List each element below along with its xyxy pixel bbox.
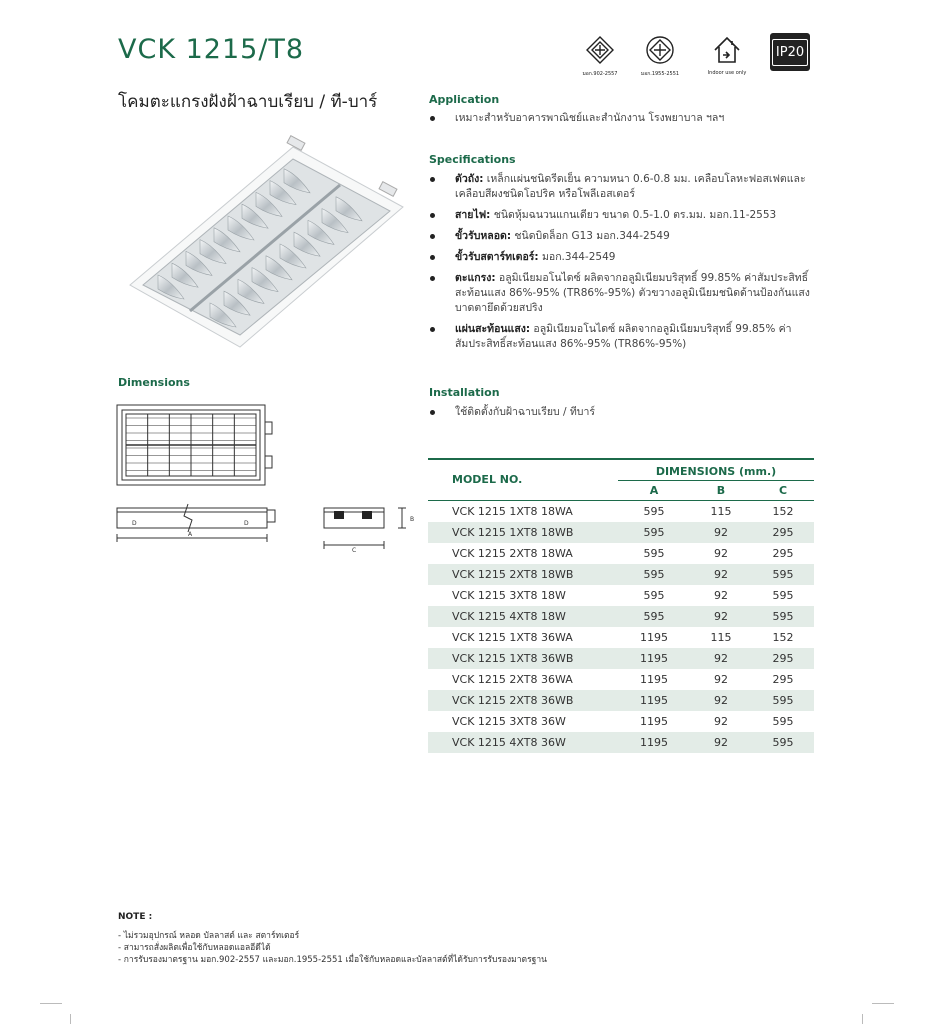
dim-c-cell: 595 (772, 588, 794, 602)
table-row (428, 648, 814, 669)
spec-item (428, 322, 818, 352)
dim-label-c: C (352, 547, 357, 554)
model-cell: VCK 1215 1XT8 18WA (452, 504, 573, 518)
application-heading: Application (429, 93, 500, 106)
spec-text: ชนิดหุ้มฉนวนแกนเดียว ขนาด 0.5-1.0 ตร.มม. มอก.11-2553 (490, 209, 777, 221)
tisi-circle-mark-icon (645, 35, 675, 65)
spec-label: แผ่นสะท้อนแสง: (455, 323, 531, 335)
specifications-heading: Specifications (429, 153, 516, 166)
dim-label-b: B (410, 516, 415, 523)
dim-b-cell: 92 (714, 735, 728, 749)
cert-mark-1955 (638, 35, 682, 78)
dim-a-cell: 595 (643, 546, 665, 560)
col-b-header: B (716, 483, 726, 497)
cert-caption: มอก.1955-2551 (640, 71, 680, 77)
dim-c-cell: 595 (772, 735, 794, 749)
model-column-header: MODEL NO. (452, 473, 523, 487)
product-subtitle: โคมตะแกรงฝังฝ้าฉาบเรียบ / ที-บาร์ (118, 92, 378, 112)
spec-item (428, 271, 818, 316)
dimensions-column-header: DIMENSIONS (mm.) (618, 460, 814, 480)
dim-b-cell: 92 (714, 651, 728, 665)
dim-c-cell: 595 (772, 693, 794, 707)
spec-item (428, 229, 818, 244)
spec-item (428, 208, 818, 223)
dim-b-cell: 92 (714, 609, 728, 623)
dim-a-cell: 595 (643, 609, 665, 623)
table-row (428, 627, 814, 648)
specifications-list (428, 172, 818, 358)
indoor-house-icon (712, 35, 742, 65)
spec-label: ขั้วรับหลอด: (455, 230, 512, 242)
note-item: - สามารถสั่งผลิตเพื่อใช้กับหลอดแอลอีดีได้ (118, 943, 271, 953)
spec-item (428, 172, 818, 202)
col-c-header: C (778, 483, 788, 497)
spec-label: สายไฟ: (455, 209, 491, 221)
crop-mark (862, 1014, 863, 1024)
note-item: - การรับรองมาตรฐาน มอก.902-2557 และมอก.1955-2551 เมื่อใช้กับหลอดและบัลลาสต์ที่ได้รับการรับรองมาตรฐาน (118, 955, 547, 965)
dimensions-table (428, 458, 814, 753)
crop-mark (70, 1014, 71, 1024)
cert-caption: Indoor use only (707, 70, 747, 76)
dim-a-cell: 595 (643, 504, 665, 518)
table-row (428, 501, 814, 522)
page-title: VCK 1215/T8 (118, 34, 305, 65)
model-cell: VCK 1215 1XT8 18WB (452, 525, 574, 539)
spec-item (428, 250, 818, 265)
table-row (428, 606, 814, 627)
application-list (428, 111, 818, 132)
spec-text: เหล็กแผ่นชนิดรีดเย็น ความหนา 0.6-0.8 มม. เคลือบโลหะฟอสเฟตและเคลือบสีผงชนิดโอปริค หรือโพลีเอสเตอร์ (455, 173, 806, 200)
dim-c-cell: 295 (772, 525, 794, 539)
model-cell: VCK 1215 4XT8 18W (452, 609, 566, 623)
dim-a-cell: 1195 (640, 672, 668, 686)
application-item: เหมาะสำหรับอาคารพาณิชย์และสำนักงาน โรงพยาบาล ฯลฯ (428, 111, 818, 126)
installation-list (428, 405, 818, 426)
table-row (428, 732, 814, 753)
dim-c-cell: 595 (772, 609, 794, 623)
spec-text: อลูมิเนียมอโนไดซ์ ผลิตจากอลูมิเนียมบริสุทธิ์ 99.85% ค่าสัมประสิทธิ์สะท้อนแสง 86%-95% (TR86%-95%) ตัวขวางอลูมิเนียมชนิดด้านป้องกันแสงบาดตายึดด้วยสปริง (455, 272, 810, 314)
dim-b-cell: 115 (710, 504, 732, 518)
dim-c-cell: 295 (772, 546, 794, 560)
dim-a-cell: 595 (643, 588, 665, 602)
model-cell: VCK 1215 3XT8 36W (452, 714, 566, 728)
spec-text: ชนิดบิดล็อก G13 มอก.344-2549 (511, 230, 670, 242)
dim-b-cell: 92 (714, 546, 728, 560)
installation-heading: Installation (429, 386, 500, 399)
dim-b-cell: 115 (710, 630, 732, 644)
dim-b-cell: 92 (714, 693, 728, 707)
dim-label-d-right: D (244, 520, 249, 527)
dim-a-cell: 595 (643, 567, 665, 581)
table-row (428, 585, 814, 606)
cert-caption: มอก.902-2557 (582, 71, 618, 77)
spec-text: อลูมิเนียมอโนไดซ์ ผลิตจากอลูมิเนียมบริสุทธิ์ 99.85% ค่าสัมประสิทธิ์สะท้อนแสง 86%-95% (TR86%-95%) (455, 323, 792, 350)
dim-a-cell: 1195 (640, 630, 668, 644)
product-photo (118, 135, 413, 350)
dim-b-cell: 92 (714, 672, 728, 686)
dim-a-cell: 1195 (640, 651, 668, 665)
dimensions-heading: Dimensions (118, 376, 190, 389)
dim-label-a: A (188, 531, 193, 538)
dim-a-cell: 1195 (640, 714, 668, 728)
table-row (428, 564, 814, 585)
dim-b-cell: 92 (714, 567, 728, 581)
table-row (428, 690, 814, 711)
table-row (428, 711, 814, 732)
model-cell: VCK 1215 2XT8 18WB (452, 567, 574, 581)
dim-label-d-left: D (132, 520, 137, 527)
note-item: - ไม่รวมอุปกรณ์ หลอด บัลลาสต์ และ สตาร์ทเตอร์ (118, 931, 300, 941)
tisi-standard-mark-icon (585, 35, 615, 65)
dim-b-cell: 92 (714, 588, 728, 602)
installation-item: ใช้ติดตั้งกับฝ้าฉาบเรียบ / ทีบาร์ (428, 405, 818, 420)
model-cell: VCK 1215 1XT8 36WA (452, 630, 573, 644)
dimension-drawing (112, 400, 422, 560)
model-cell: VCK 1215 4XT8 36W (452, 735, 566, 749)
model-cell: VCK 1215 2XT8 36WB (452, 693, 574, 707)
spec-text: มอก.344-2549 (538, 251, 616, 263)
spec-label: ขั้วรับสตาร์ทเตอร์: (455, 251, 539, 263)
spec-label: ตะแกรง: (455, 272, 496, 284)
note-heading: NOTE : (118, 912, 153, 922)
model-cell: VCK 1215 2XT8 36WA (452, 672, 573, 686)
table-row (428, 543, 814, 564)
cert-mark-indoor (705, 35, 749, 76)
dim-a-cell: 1195 (640, 735, 668, 749)
crop-mark (40, 1003, 62, 1004)
dim-c-cell: 152 (772, 504, 794, 518)
crop-mark (872, 1003, 894, 1004)
table-row (428, 522, 814, 543)
dim-a-cell: 595 (643, 525, 665, 539)
dim-c-cell: 595 (772, 714, 794, 728)
ip-rating-badge (770, 33, 810, 71)
model-cell: VCK 1215 3XT8 18W (452, 588, 566, 602)
dim-c-cell: 152 (772, 630, 794, 644)
model-cell: VCK 1215 2XT8 18WA (452, 546, 573, 560)
dim-a-cell: 1195 (640, 693, 668, 707)
note-list (118, 930, 547, 966)
dim-b-cell: 92 (714, 714, 728, 728)
cert-mark-902 (578, 35, 622, 78)
col-a-header: A (649, 483, 659, 497)
dim-c-cell: 295 (772, 651, 794, 665)
table-row (428, 669, 814, 690)
spec-label: ตัวถัง: (455, 173, 484, 185)
dim-c-cell: 595 (772, 567, 794, 581)
dim-b-cell: 92 (714, 525, 728, 539)
model-cell: VCK 1215 1XT8 36WB (452, 651, 574, 665)
ip-rating-text: IP20 (772, 39, 808, 66)
dim-c-cell: 295 (772, 672, 794, 686)
